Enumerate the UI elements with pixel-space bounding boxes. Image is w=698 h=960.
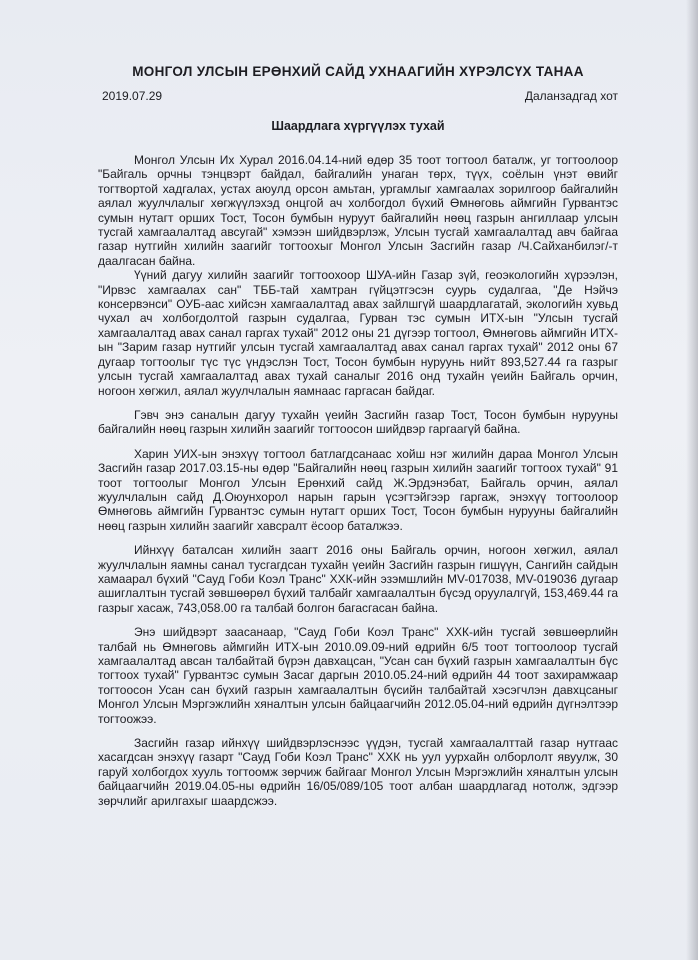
paragraph-3: Гэвч энэ саналын дагуу тухайн үеийн Засгийн газар Тост, Тосон бумбын нурууны байгалийн нөөц газрын хилийн заагийг тогтоосон шийдвэр гаргаагүй байна. <box>98 407 618 437</box>
document-place: Даланзадгад хот <box>524 89 618 103</box>
document-subject: Шаардлага хүргүүлэх тухай <box>271 119 445 133</box>
page-shadow-edge <box>686 0 698 960</box>
paragraph-6: Энэ шийдвэрт заасанаар, "Сауд Гоби Коэл Транс" ХХК-ийн тусгай зөвшөөрлийн талбай нь Өмнөговь аймгийн ИТХ-ын 2010.09.09-ний өдрийн 6/5 тоот тогтоолоор тусгай хамгаалалтад авсан талбайтай бүрэн давхацсан, "Усан сан бүхий газрын хамгаалалтын бүс тогтоох тухай" Гурвантэс сумын Засаг даргын 2010.05.24-ний өдрийн 44 тоот захирамжаар тогтоосон Усан сан бүхий газрын хамгаалалтын бүсийн талбайтай хэсэгчлэн давхцсаныг Монгол Улсын Мэргэжлийн хяналтын улсын байцаагчийн 2012.05.04-ний өдрийн дүгнэлтээр тогтоожээ. <box>98 625 618 726</box>
meta-row <box>98 89 618 103</box>
paragraph-7: Засгийн газар ийнхүү шийдвэрлэснээс үүдэн, тусгай хамгаалалттай газар нутгаас хасагдсан энэхүү газарт "Сауд Гоби Коэл Транс" ХХК нь уул уурхайн олборлолт явуулж, 30 гаруй холбогдох хууль тогтоомж зөрчиж байгааг Монгол Улсын Мэргэжлийн хяналтын улсын байцаагчийн 2019.04.05-ны өдрийн 16/05/089/105 тоот албан шаардлагад нотолж, эдгээр зөрчлийг арилгахыг шаардсжээ. <box>98 736 618 808</box>
paragraph-1: Монгол Улсын Их Хурал 2016.04.14-ний өдөр 35 тоот тогтоол баталж, уг тогтоолоор "Байгаль орчны тэнцвэрт байдал, байгалийн унаган төрх, түүх, соёлын үнэт өвийг тогтвортой хадгалах, устах аюулд орсон амьтан, ургамлыг хамгаалах зорилгоор байгалийн аялал жуулчлалыг хөгжүүлэхэд онцгой ач холбогдол бүхий Өмнөговь аймгийн Гурвантэс сумын нутагт орших Тост, Тосон бумбын нуруут байгалийн нөөц газрын ангиллаар улсын тусгай хамгаалалтад авсугай" хэмээн шийдвэрлэж, Улсын тусгай хамгаалалтад авч байгаа газар нутгийн хилийн заагийг тогтоохыг Монгол Улсын Засгийн газар /Ч.Сайханбилэг/-т даалгасан байна. <box>98 153 618 268</box>
addressee-title: МОНГОЛ УЛСЫН ЕРӨНХИЙ САЙД УХНААГИЙН ХҮРЭЛСҮХ ТАНАА <box>132 64 584 79</box>
document-date: 2019.07.29 <box>102 89 163 103</box>
document-body <box>98 64 618 808</box>
paragraph-2: Үүний дагуу хилийн заагийг тогтоохоор ШУА-ийн Газар зүй, геоэкологийн хүрээлэн, "Ирвэс хамгаалах сан" ТББ-тай хамтран гүйцэтгэсэн суурь судалгаа, "Де Нэйчэ консервэнси" ОУБ-аас хийсэн хамгаалалтад авах зайлшгүй шаардлагатай, экологийн хувьд чухал ач холбогдолтой газрын судалгаа, Гурван тэс сумын ИТХ-ын "Улсын тусгай хамгаалалтад авах санал гаргах тухай" 2012 оны 21 дүгээр тогтоол, Өмнөговь аймгийн ИТХ-ын "Зарим газар нутгийг улсын тусгай хамгаалалтад авах санал гаргах тухай" 2012 оны 67 дугаар тогтоолыг түс түс үндэслэн Тост, Тосон бумбын нуруунь нийт 893,527.44 га газрыг улсын тусгай хамгаалалтад авах тухай саналыг 2016 онд тухайн үеийн Байгаль орчин, ногоон хөгжил, аялал жуулчлалын яамнаас гаргасан байдаг. <box>98 268 618 398</box>
paragraph-4: Харин УИХ-ын энэхүү тогтоол батлагдсанаас хойш нэг жилийн дараа Монгол Улсын Засгийн газар 2017.03.15-ны өдөр "Байгалийн нөөц газрын хилийн заагийг тогтоох тухай" 91 тоот тогтоолыг Монгол Улсын Ерөнхий сайд Ж.Эрдэнэбат, Байгаль орчин, аялал жуулчлалын сайд Д.Оюунхорол нарын гарын үсэгтэйгээр гаргаж, энэхүү тогтоолоор Өмнөговь аймгийн Гурвантэс сумын нутагт орших Тост, Тосон бумбын нурууны байгалийн нөөц газрын хилийн заагийг хавсралт ёсоор баталжээ. <box>98 446 618 533</box>
paragraph-5: Ийнхүү баталсан хилийн заагт 2016 оны Байгаль орчин, ногоон хөгжил, аялал жуулчлалын яамны санал тусгагдсан тухайн үеийн Засгийн газрын гишүүн, Сангийн сайдын хамаарал бүхий "Сауд Гоби Коэл Транс" ХХК-ийн эзэмшлийн MV-017038, MV-019036 дугаар ашиглалтын тусгай зөвшөөрөл бүхий талбайг хамгаалалтын бүсэд оруулалгүй, 153,469.44 га газрыг хасаж, 743,058.00 га талбай болгон багасгасан байна. <box>98 543 618 615</box>
